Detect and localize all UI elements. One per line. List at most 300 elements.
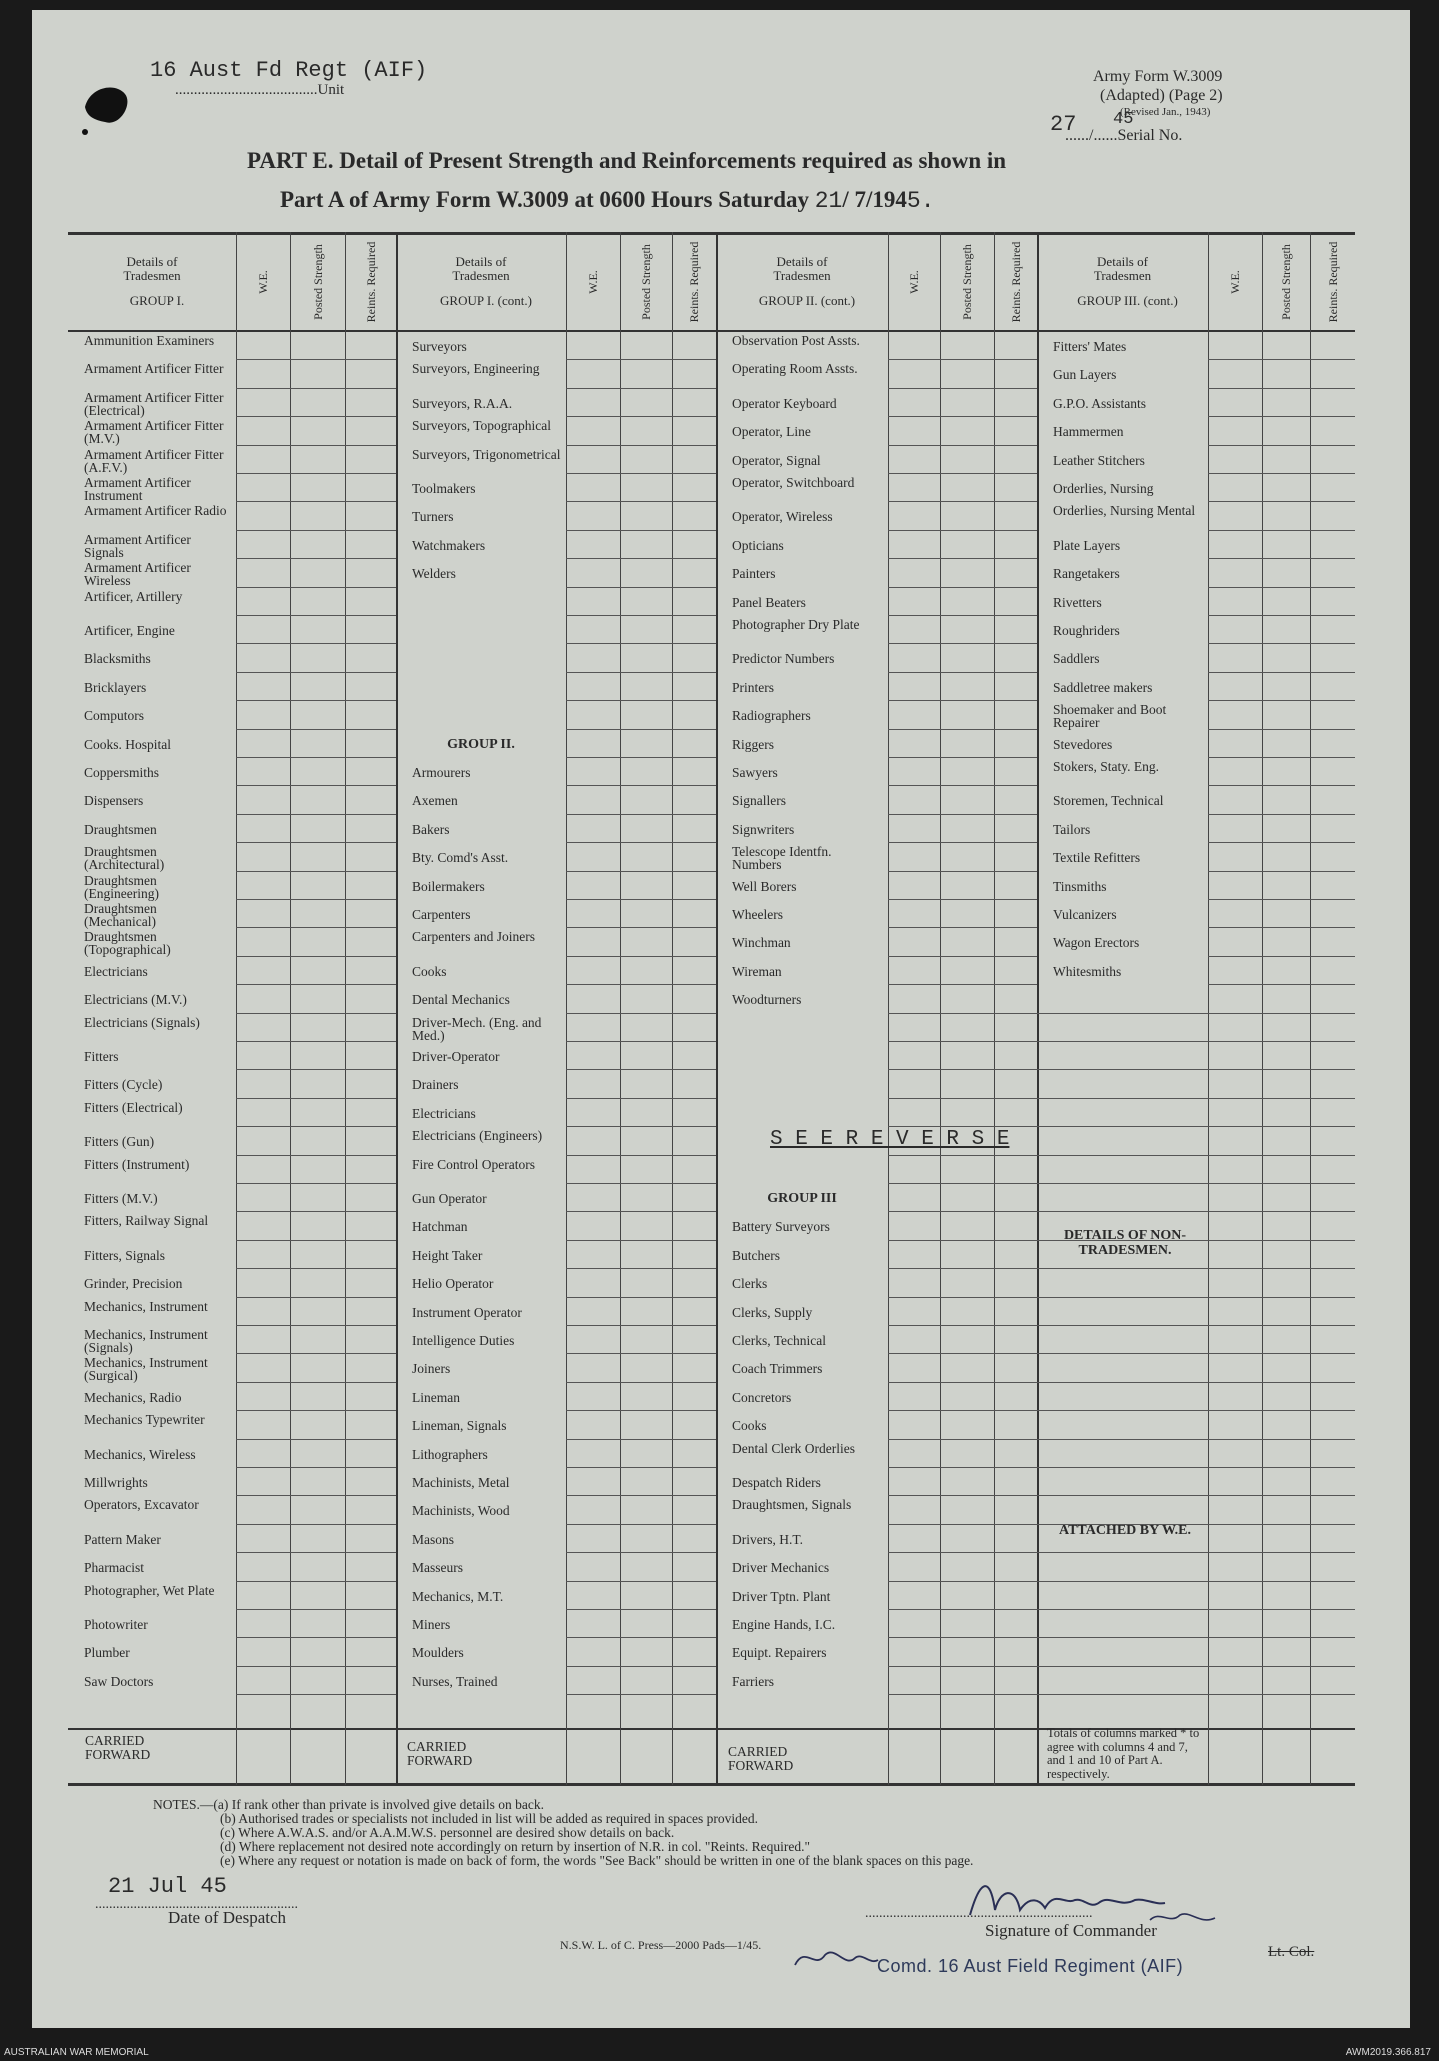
despatch-label: Date of Despatch xyxy=(168,1908,287,1927)
trade-label: Fitters, Railway Signal xyxy=(84,1213,209,1229)
trade-label: Electricians (Engineers) xyxy=(412,1128,543,1144)
row-separator xyxy=(888,757,1037,758)
trade-label: Electricians xyxy=(84,963,148,979)
row-separator xyxy=(566,1183,716,1184)
row-separator xyxy=(888,1524,1037,1525)
note-line: (d) Where replacement not desired note accordingly on return by insertion of N.R. in col. "Reints. Required." xyxy=(220,1839,810,1854)
trade-label: Armament Artificer Wireless xyxy=(84,560,191,589)
row-separator xyxy=(566,1524,716,1525)
trade-label: Blacksmiths xyxy=(84,651,151,667)
trade-label: G.P.O. Assistants xyxy=(1053,395,1147,411)
trade-label: Gun Layers xyxy=(1053,367,1117,383)
row-separator xyxy=(1037,1694,1355,1695)
trade-label: Saw Doctors xyxy=(84,1673,154,1689)
row-separator xyxy=(888,1495,1037,1496)
trade-label: Dental Clerk Orderlies xyxy=(732,1440,855,1456)
row-separator xyxy=(236,1694,396,1695)
row-separator xyxy=(566,785,716,786)
trade-label: Fitters (M.V.) xyxy=(84,1191,158,1206)
footer-bar xyxy=(0,2032,1439,2061)
trade-label: Operator, Switchboard xyxy=(732,475,855,490)
trade-label: Plumber xyxy=(84,1645,130,1661)
title-line1: PART E. Detail of Present Strength and Reinforcements required as shown in xyxy=(247,148,1007,173)
row-separator xyxy=(888,530,1037,531)
attached-by-we: ATTACHED BY W.E. xyxy=(1059,1523,1191,1538)
commander-signature-icon xyxy=(960,1870,1230,1940)
trade-label: Armament Artificer Fitter (M.V.) xyxy=(84,418,224,447)
trade-label: Lineman xyxy=(412,1389,460,1405)
details-of-header: Details of xyxy=(776,254,828,269)
trade-label: Storemen, Technical xyxy=(1053,793,1164,809)
row-separator xyxy=(566,416,716,417)
row-separator xyxy=(888,558,1037,559)
trade-label: Grinder, Precision xyxy=(84,1276,183,1292)
row-separator xyxy=(888,899,1037,900)
table-header-border xyxy=(68,330,1355,332)
row-separator xyxy=(888,1211,1037,1212)
row-separator xyxy=(1037,1382,1355,1383)
trade-label: Draughtsmen (Architectural) xyxy=(84,844,165,873)
trade-label: Cooks xyxy=(732,1418,767,1434)
row-separator xyxy=(1208,956,1355,957)
row-separator xyxy=(236,1240,396,1241)
group-label: GROUP III xyxy=(767,1191,837,1206)
row-separator xyxy=(888,416,1037,417)
trade-label: Operator, Line xyxy=(732,424,811,440)
row-separator xyxy=(566,615,716,616)
row-separator xyxy=(236,1098,396,1099)
row-separator xyxy=(236,842,396,843)
row-separator xyxy=(236,785,396,786)
row-separator xyxy=(888,643,1037,644)
trade-label: Driver Mechanics xyxy=(732,1560,830,1576)
trade-label: Machinists, Metal xyxy=(412,1475,510,1490)
row-separator xyxy=(236,927,396,928)
row-separator xyxy=(236,899,396,900)
trade-label: Observation Post Assts. xyxy=(732,333,860,348)
row-separator xyxy=(1037,1098,1355,1099)
row-separator xyxy=(566,1268,716,1269)
row-separator xyxy=(1037,1666,1355,1667)
trade-label: Engine Hands, I.C. xyxy=(732,1617,836,1632)
trade-label: Draughtsmen (Mechanical) xyxy=(84,901,157,929)
trade-label: Fitters, Signals xyxy=(84,1247,166,1263)
trade-label: Plate Layers xyxy=(1053,537,1121,553)
row-separator xyxy=(566,1126,716,1127)
trade-label: Saddletree makers xyxy=(1053,679,1153,695)
row-separator xyxy=(236,984,396,985)
trade-label: Tinsmiths xyxy=(1053,878,1107,894)
row-separator xyxy=(566,445,716,446)
serial-typed: 27 xyxy=(1050,112,1077,137)
trade-label: Leather Stitchers xyxy=(1053,452,1145,468)
group-divider xyxy=(396,232,398,1785)
row-separator xyxy=(566,587,716,588)
row-separator xyxy=(566,1581,716,1582)
row-separator xyxy=(566,501,716,502)
trade-label: Equipt. Repairers xyxy=(732,1645,827,1661)
row-separator xyxy=(888,1098,1037,1099)
trade-label: Clerks, Supply xyxy=(732,1304,813,1320)
row-separator xyxy=(1208,700,1355,701)
trade-label: Carpenters and Joiners xyxy=(412,929,535,945)
details-of-header: Details of xyxy=(1097,254,1148,269)
row-separator xyxy=(888,842,1037,843)
trade-label: Armament Artificer Radio xyxy=(84,503,227,519)
row-separator xyxy=(1208,615,1355,616)
row-separator xyxy=(566,1609,716,1610)
row-separator xyxy=(566,1041,716,1042)
trade-label: Bricklayers xyxy=(84,679,147,695)
row-separator xyxy=(1037,1211,1355,1212)
row-separator xyxy=(236,1439,396,1440)
row-separator xyxy=(236,473,396,474)
trade-label: Stevedores xyxy=(1053,736,1113,752)
row-separator xyxy=(888,1637,1037,1638)
row-separator xyxy=(1208,558,1355,559)
footer-right: AWM2019.366.817 xyxy=(1345,2047,1431,2058)
row-separator xyxy=(566,1069,716,1070)
group-header: GROUP II. (cont.) xyxy=(758,293,856,308)
row-separator xyxy=(888,1013,1037,1014)
trade-label: Saddlers xyxy=(1053,651,1100,667)
see-reverse-stamp: S E E R E V E R S E xyxy=(770,1128,1010,1151)
row-separator xyxy=(566,984,716,985)
posted-strength-header: Posted Strength xyxy=(639,244,653,320)
trade-label: Rangetakers xyxy=(1053,566,1120,582)
trade-label: Opticians xyxy=(732,537,784,553)
row-separator xyxy=(1208,359,1355,360)
trade-label: Concretors xyxy=(732,1389,792,1405)
group-label: GROUP II. xyxy=(447,736,515,752)
table-bottom-border xyxy=(68,1783,1355,1786)
trade-label: Operator Keyboard xyxy=(732,395,837,411)
trade-label: Photographer, Wet Plate xyxy=(84,1582,215,1598)
form-line3: (Revised Jan., 1943) xyxy=(1120,106,1211,118)
row-separator xyxy=(1208,587,1355,588)
trade-label: Armament Artificer Fitter (A.F.V.) xyxy=(84,446,224,475)
trade-label: Artificer, Engine xyxy=(84,623,175,638)
trade-label: Winchman xyxy=(732,935,791,951)
row-separator xyxy=(1037,1325,1355,1326)
despatch-date: 21 Jul 45 xyxy=(108,1874,227,1899)
row-separator xyxy=(888,587,1037,588)
row-separator xyxy=(566,700,716,701)
trade-label: Mechanics, M.T. xyxy=(412,1588,504,1604)
row-separator xyxy=(566,1666,716,1667)
trade-label: Ammunition Examiners xyxy=(84,333,215,348)
row-separator xyxy=(1208,785,1355,786)
row-separator xyxy=(236,388,396,389)
trade-label: Armament Artificer Signals xyxy=(84,531,191,560)
tradesmen-header: Tradesmen xyxy=(1093,268,1152,283)
row-separator xyxy=(566,1495,716,1496)
group-divider xyxy=(716,232,718,1785)
despatch-dots: .......................................................... xyxy=(95,1897,298,1912)
row-separator xyxy=(888,1069,1037,1070)
trade-label: Boilermakers xyxy=(412,878,485,894)
row-separator xyxy=(236,587,396,588)
trade-label: Driver Tptn. Plant xyxy=(732,1588,831,1604)
trade-label: Pattern Maker xyxy=(84,1531,161,1547)
printer-line: N.S.W. L. of C. Press—2000 Pads—1/45. xyxy=(560,1938,762,1952)
row-separator xyxy=(1208,672,1355,673)
trade-label: Despatch Riders xyxy=(732,1475,821,1490)
row-separator xyxy=(1208,984,1355,985)
trade-label: Butchers xyxy=(732,1247,780,1263)
trade-label: Operating Room Assts. xyxy=(732,361,858,377)
row-separator xyxy=(566,1353,716,1354)
trade-label: Photowriter xyxy=(84,1617,148,1632)
row-separator xyxy=(888,445,1037,446)
row-separator xyxy=(566,1240,716,1241)
row-separator xyxy=(1208,501,1355,502)
trade-label: Surveyors, Engineering xyxy=(412,361,540,377)
row-separator xyxy=(566,1637,716,1638)
row-separator xyxy=(1208,842,1355,843)
posted-strength-header: Posted Strength xyxy=(310,244,325,320)
row-separator xyxy=(566,1325,716,1326)
trade-label: Telescope Identfn. Numbers xyxy=(732,844,832,873)
trade-label: Gun Operator xyxy=(412,1191,487,1206)
reints-required-header: Reints. Required xyxy=(1008,241,1023,323)
row-separator xyxy=(566,530,716,531)
trade-label: Cooks xyxy=(412,963,447,979)
trade-label: Operator, Signal xyxy=(732,452,821,468)
trade-label: Mechanics Typewriter xyxy=(84,1412,205,1428)
row-separator xyxy=(1208,871,1355,872)
row-separator xyxy=(888,1666,1037,1667)
trade-label: Miners xyxy=(412,1617,451,1632)
row-separator xyxy=(888,871,1037,872)
row-separator xyxy=(566,729,716,730)
row-separator xyxy=(888,1325,1037,1326)
note-line: NOTES.—(a) If rank other than private is involved give details on back. xyxy=(153,1797,545,1812)
trade-label: Wireman xyxy=(732,963,782,979)
row-separator xyxy=(236,757,396,758)
trade-label: Mechanics, Radio xyxy=(84,1389,182,1405)
trade-label: Roughriders xyxy=(1053,623,1120,638)
title-month: / 7 xyxy=(842,187,866,212)
row-separator xyxy=(888,1410,1037,1411)
trade-label: Fire Control Operators xyxy=(412,1156,535,1172)
trade-label: Clerks, Technical xyxy=(732,1333,827,1348)
group-header: GROUP I. (cont.) xyxy=(440,293,532,308)
row-separator xyxy=(888,1694,1037,1695)
row-separator xyxy=(236,1581,396,1582)
row-separator xyxy=(1208,416,1355,417)
row-separator xyxy=(888,1155,1037,1156)
trade-label: Surveyors, R.A.A. xyxy=(412,395,513,411)
row-separator xyxy=(236,1552,396,1553)
note-line: (b) Authorised trades or specialists not included in list will be added as required in spaces provided. xyxy=(220,1811,758,1826)
row-separator xyxy=(888,1353,1037,1354)
row-separator xyxy=(236,672,396,673)
row-separator xyxy=(566,1694,716,1695)
row-separator xyxy=(1037,1268,1355,1269)
title-line2 xyxy=(280,187,935,214)
reints-required-header: Reints. Required xyxy=(1325,241,1340,323)
we-header: W.E. xyxy=(1228,270,1242,294)
row-separator xyxy=(888,615,1037,616)
trade-label: Textile Refitters xyxy=(1053,850,1141,866)
trade-label: Hatchman xyxy=(412,1219,468,1235)
row-separator xyxy=(1037,1297,1355,1298)
row-separator xyxy=(1037,1183,1355,1184)
row-separator xyxy=(236,530,396,531)
row-separator xyxy=(566,643,716,644)
trade-label: Painters xyxy=(732,566,776,582)
trade-label: Operators, Excavator xyxy=(84,1497,199,1513)
row-separator xyxy=(236,1155,396,1156)
row-separator xyxy=(236,1353,396,1354)
row-separator xyxy=(566,1155,716,1156)
carried-forward-2: CARRIED FORWARD xyxy=(407,1739,473,1768)
row-separator xyxy=(1208,473,1355,474)
row-separator xyxy=(566,1211,716,1212)
trade-label: Drainers xyxy=(412,1077,459,1093)
commander-stamp: Comd. 16 Aust Field Regiment (AIF) xyxy=(877,1956,1184,1976)
row-separator xyxy=(566,1013,716,1014)
trade-label: Riggers xyxy=(732,736,774,752)
trade-label: Axemen xyxy=(412,793,458,809)
signature-dots: ................................................................. xyxy=(865,1906,1093,1921)
reints-required-header: Reints. Required xyxy=(363,241,378,323)
carried-forward-3: CARRIED FORWARD xyxy=(728,1744,794,1773)
row-separator xyxy=(566,956,716,957)
trade-label: Bakers xyxy=(412,821,450,837)
row-separator xyxy=(236,1126,396,1127)
row-separator xyxy=(236,643,396,644)
row-separator xyxy=(1037,1609,1355,1610)
trade-label: Watchmakers xyxy=(412,537,486,553)
row-separator xyxy=(1037,1155,1355,1156)
footer-left: AUSTRALIAN WAR MEMORIAL xyxy=(4,2047,149,2058)
row-separator xyxy=(566,871,716,872)
row-separator xyxy=(236,1041,396,1042)
row-separator xyxy=(888,785,1037,786)
row-separator xyxy=(888,1183,1037,1184)
tradesmen-header: Tradesmen xyxy=(123,268,181,283)
row-separator xyxy=(1208,814,1355,815)
row-separator xyxy=(888,1552,1037,1553)
row-separator xyxy=(888,1297,1037,1298)
trade-label: Welders xyxy=(412,566,456,582)
trade-label: Armament Artificer Fitter (Electrical) xyxy=(84,389,224,418)
reints-required-header: Reints. Required xyxy=(687,241,701,323)
trade-label: Driver-Mech. (Eng. and Med.) xyxy=(412,1014,542,1043)
trade-label: Tailors xyxy=(1053,821,1091,837)
row-separator xyxy=(888,1609,1037,1610)
trade-label: Artificer, Artillery xyxy=(84,588,183,604)
trade-label: Vulcanizers xyxy=(1053,907,1117,922)
trade-label: Intelligence Duties xyxy=(412,1333,515,1348)
row-separator xyxy=(236,1183,396,1184)
row-separator xyxy=(888,1041,1037,1042)
row-separator xyxy=(236,1609,396,1610)
trade-label: Shoemaker and Boot Repairer xyxy=(1053,702,1167,731)
form-line2: (Adapted) (Page 2) xyxy=(1100,87,1223,104)
trade-label: Surveyors xyxy=(412,339,467,354)
row-separator xyxy=(236,1410,396,1411)
row-separator xyxy=(888,1240,1037,1241)
trade-label: Masons xyxy=(412,1531,455,1547)
trade-label: Dispensers xyxy=(84,793,144,809)
trade-label: Stokers, Staty. Eng. xyxy=(1053,759,1159,774)
row-separator xyxy=(1208,388,1355,389)
trade-label: Fitters (Instrument) xyxy=(84,1156,190,1172)
trade-label: Helio Operator xyxy=(412,1276,494,1292)
row-separator xyxy=(236,1637,396,1638)
trade-label: Driver-Operator xyxy=(412,1049,500,1064)
row-separator xyxy=(888,1467,1037,1468)
trade-label: Fitters' Mates xyxy=(1053,339,1127,354)
trade-label: Orderlies, Nursing Mental xyxy=(1053,503,1196,519)
posted-strength-header: Posted Strength xyxy=(1279,244,1293,320)
row-separator xyxy=(888,1439,1037,1440)
initials-icon xyxy=(790,1940,880,1975)
trade-label: Farriers xyxy=(732,1673,774,1689)
trade-label: Mechanics, Wireless xyxy=(84,1446,196,1462)
row-separator xyxy=(566,1552,716,1553)
trade-label: Computors xyxy=(84,708,145,724)
trade-label: Turners xyxy=(412,509,454,525)
trade-label: Radiographers xyxy=(732,708,811,724)
trade-label: Electricians (Signals) xyxy=(84,1014,200,1030)
row-separator xyxy=(236,359,396,360)
unit-typed: 16 Aust Fd Regt (AIF) xyxy=(150,58,428,83)
trade-label: Drivers, H.T. xyxy=(732,1531,803,1547)
row-separator xyxy=(236,416,396,417)
row-separator xyxy=(1208,643,1355,644)
row-separator xyxy=(1037,1495,1355,1496)
row-separator xyxy=(236,558,396,559)
row-separator xyxy=(1037,1069,1355,1070)
row-separator xyxy=(1037,1410,1355,1411)
row-separator xyxy=(236,1524,396,1525)
signature-rank-struck: Lt. Col. xyxy=(1268,1944,1315,1960)
row-separator xyxy=(888,956,1037,957)
row-separator xyxy=(566,842,716,843)
trade-label: Signallers xyxy=(732,793,786,809)
row-separator xyxy=(566,1098,716,1099)
trade-label: Panel Beaters xyxy=(732,594,806,610)
row-separator xyxy=(1037,1041,1355,1042)
row-separator xyxy=(236,956,396,957)
trade-label: Armament Artificer Fitter xyxy=(84,361,224,377)
row-separator xyxy=(1208,445,1355,446)
row-separator xyxy=(566,814,716,815)
row-separator xyxy=(566,757,716,758)
trade-label: Wheelers xyxy=(732,907,783,922)
row-separator xyxy=(566,672,716,673)
trade-label: Carpenters xyxy=(412,907,471,922)
row-separator xyxy=(1037,1637,1355,1638)
row-separator xyxy=(1037,1581,1355,1582)
trade-label: Pharmacist xyxy=(84,1560,144,1576)
trade-label: Electricians xyxy=(412,1105,476,1121)
trade-label: Battery Surveyors xyxy=(732,1219,830,1235)
table-top-border xyxy=(68,232,1355,235)
trade-label: Joiners xyxy=(412,1361,451,1377)
note-line: (c) Where A.W.A.S. and/or A.A.M.W.S. personnel are desired show details on back. xyxy=(220,1825,675,1840)
trade-label: Mechanics, Instrument (Signals) xyxy=(84,1327,208,1355)
trade-label: Moulders xyxy=(412,1645,464,1661)
trade-label: Nurses, Trained xyxy=(412,1673,498,1689)
trade-label: Dental Mechanics xyxy=(412,992,510,1008)
row-separator xyxy=(566,388,716,389)
row-separator xyxy=(888,1581,1037,1582)
